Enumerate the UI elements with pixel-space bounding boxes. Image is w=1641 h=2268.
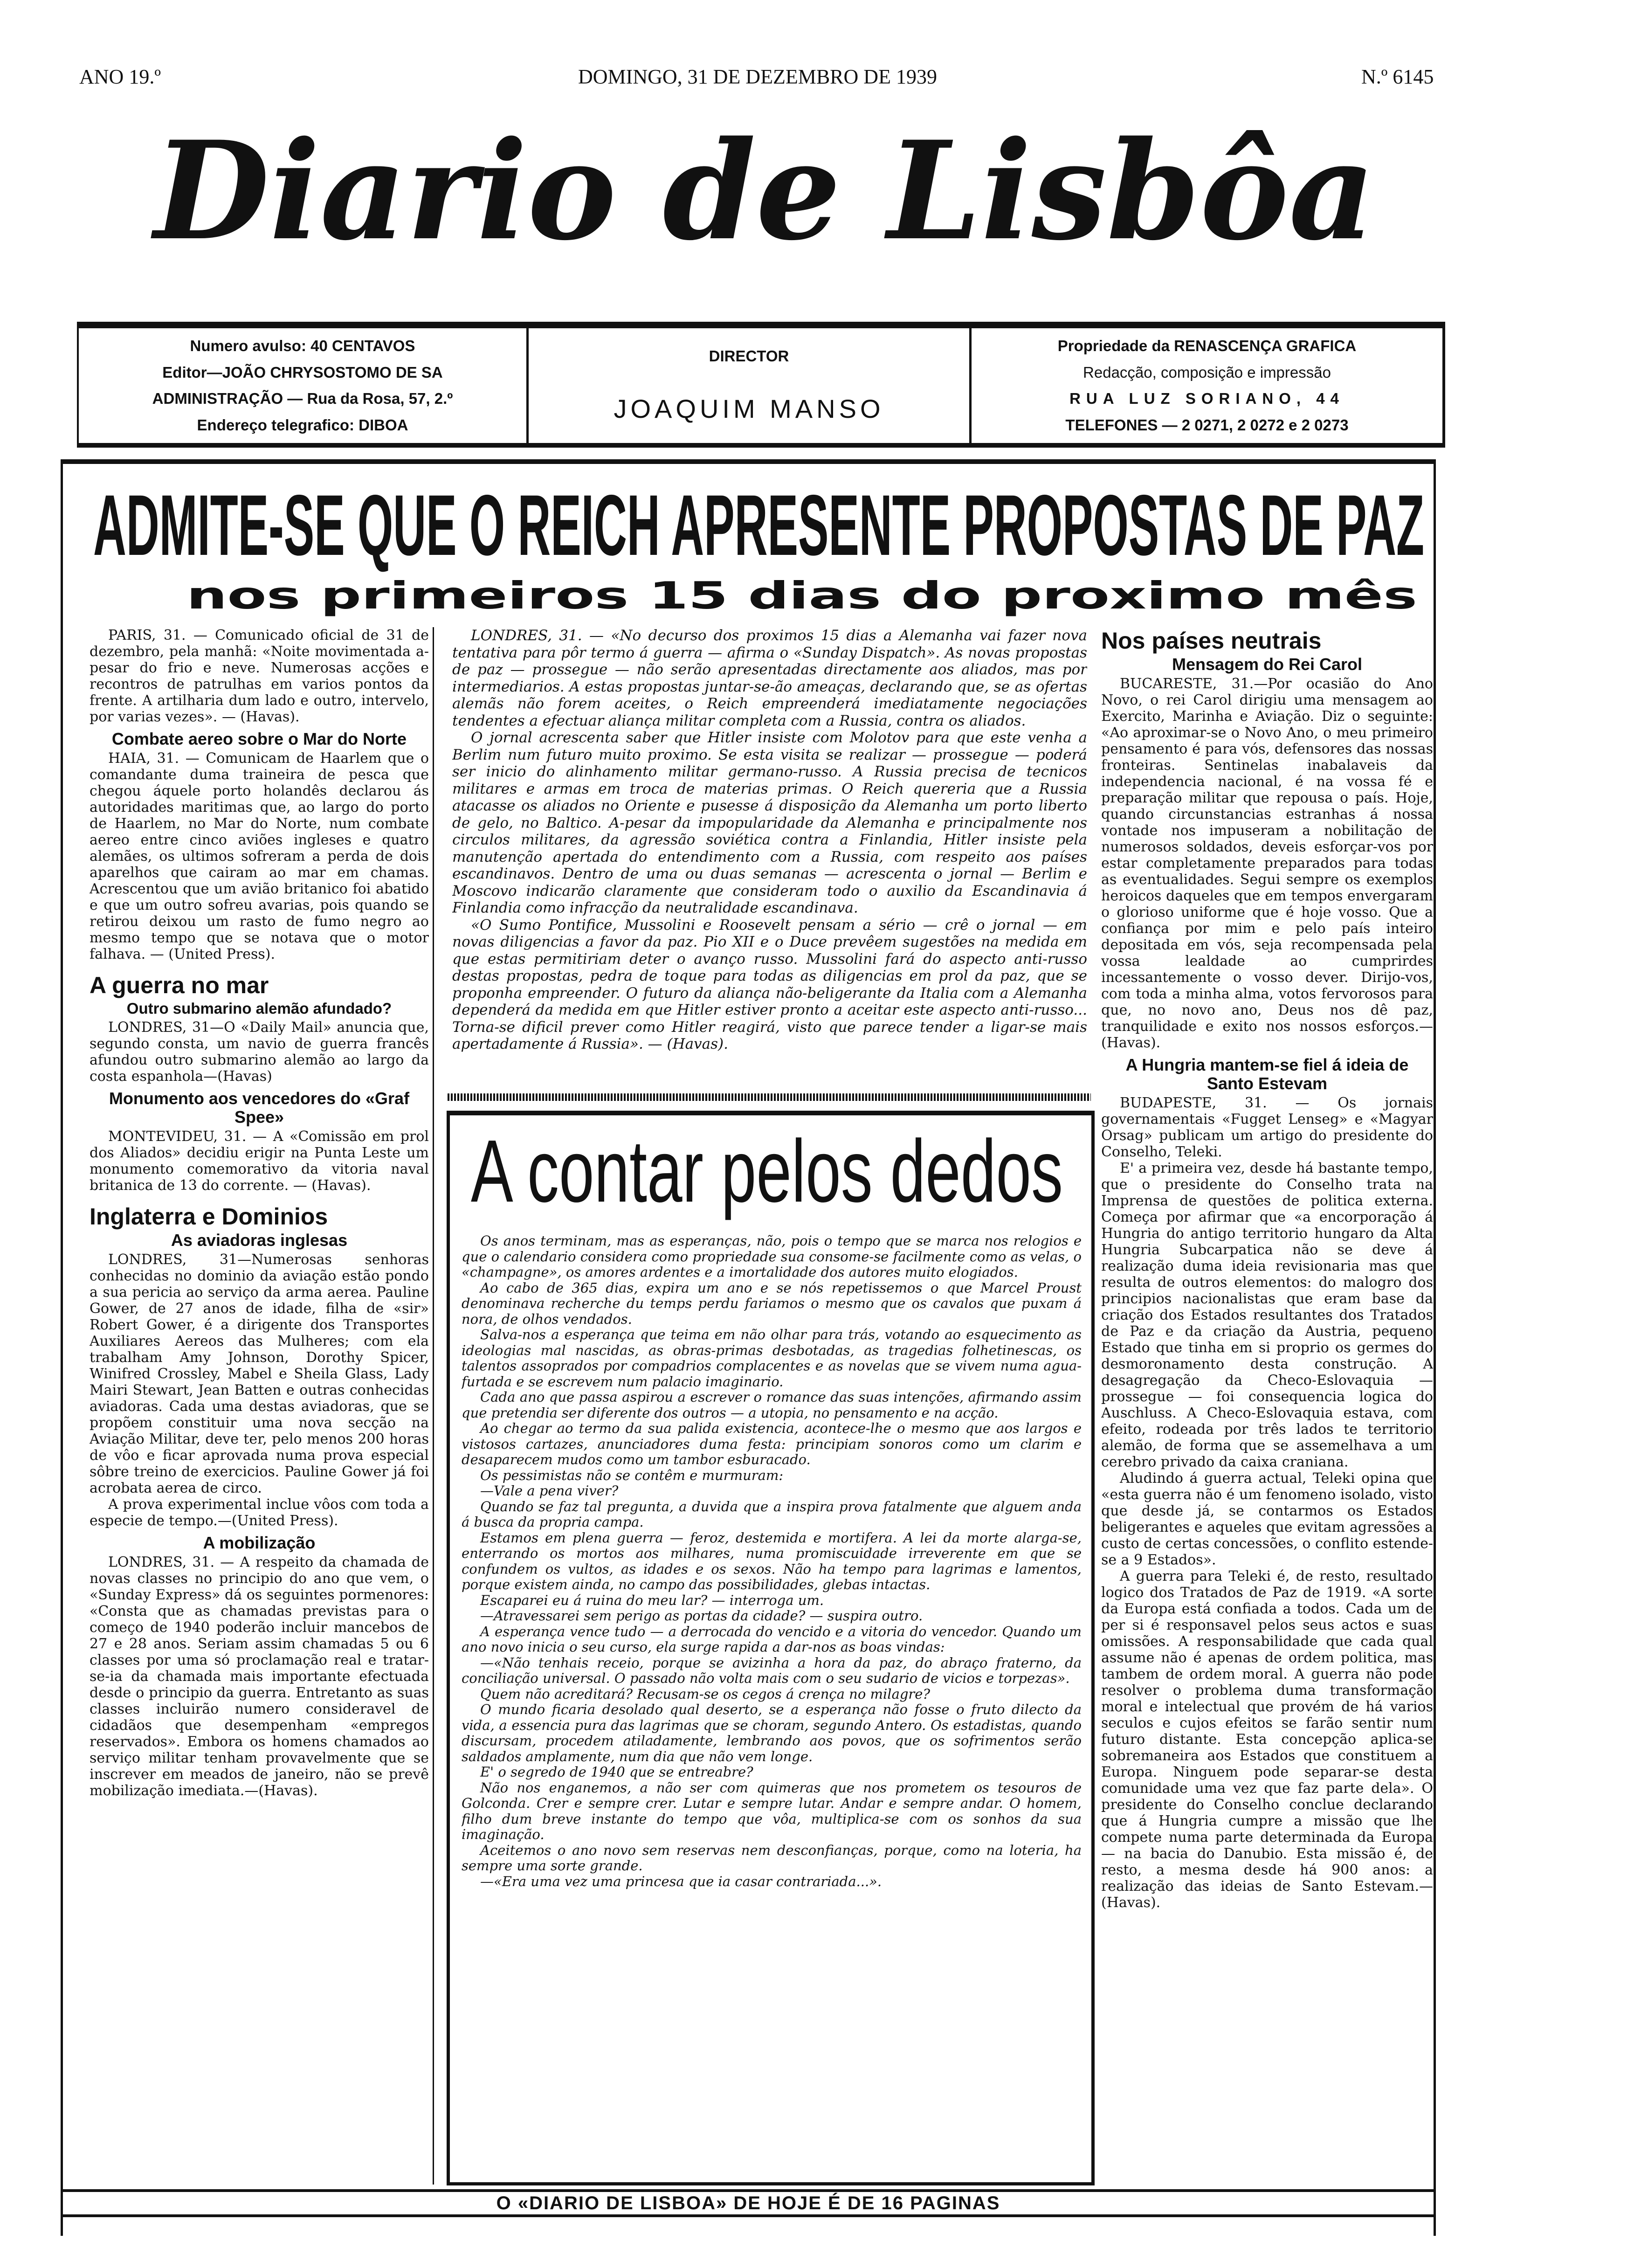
contar-paragraph: Estamos em plena guerra — feroz, destemida e mortifera. A lei da morte alarga-se, enterrando os mortos aos milhares, numa promiscuidade irreverente em que se confundem os vultos, as idades e os sexos. Não ha tempo para lagrimas e lamentos, porque existem ainda, no campo das possibilidades, glebas intactas. — [462, 1529, 1082, 1592]
article-hungria: Aludindo á guerra actual, Teleki opina que «esta guerra não é um fenomeno isolado, visto que desde já, se contarmos os Estados beligerantes e aqueles que evitam agressões a custo de certas concessões, o conflito estende-se a 9 Estados». — [1101, 1470, 1433, 1568]
left-column — [90, 627, 434, 2185]
subheading-aviadoras: As aviadoras inglesas — [171, 1231, 348, 1250]
article-submarino: LONDRES, 31—O «Daily Mail» anuncia que, segundo consta, um navio de guerra francês afundou outro submarino alemão ao largo da costa espanhola—(Havas) — [90, 1019, 429, 1085]
contar-paragraph: Aceitemos o ano novo sem reservas nem desconfianças, porque, como na loteria, ha sempre uma sorte grande. — [462, 1842, 1082, 1874]
contar-title: A contar pelos dedos — [471, 1122, 1063, 1221]
info-director — [529, 328, 972, 443]
contar-paragraph: —«Não tenhais receio, porque se avizinha a hora da paz, do abraço fraterno, da conciliação universal. O passado não volta mais com o seu sudario de vicios e torpezas». — [462, 1654, 1082, 1686]
heading-monumento: Monumento aos vencedores do «Graf Spee» — [109, 1089, 410, 1127]
info-right — [972, 328, 1442, 443]
contar-paragraph: Escaparei eu á ruina do meu lar? — interroga um. — [480, 1592, 824, 1608]
subheading-submarino: Outro submarino alemão afundado? — [126, 1000, 392, 1017]
heading-mobilizacao: A mobilização — [203, 1533, 316, 1552]
lead-subheadline-box — [186, 574, 1417, 617]
masthead-logo-box — [154, 112, 1375, 270]
info-left — [79, 328, 529, 443]
article-aviadoras-2: A prova experimental inclue vôos com toda a especie de tempo.—(United Press). — [90, 1496, 429, 1529]
footer-banner: O «DIARIO DE LISBOA» DE HOJE É DE 16 PAGINAS — [61, 2189, 1436, 2217]
year-label: ANO 19.º — [79, 65, 161, 88]
contar-title-box — [471, 1124, 1063, 1219]
price-line: Numero avulso: 40 CENTAVOS — [190, 337, 415, 355]
heading-hungria: A Hungria mantem-se fiel á ideia de Santo Estevam — [1125, 1055, 1409, 1093]
article-rei-carol: BUCARESTE, 31.—Por ocasião do Ano Novo, o rei Carol dirigiu uma mensagem ao Exercito, Marinha e Aviação. Diz o seguinte: «Ao aproximar-se o Novo Ano, o meu primeiro pensamento é para vós, defensores das nossas fronteiras. Sentinelas inabalaveis da independencia nacional, é na vossa fé e preparação militar que repousa o país. Hoje, quando circunstancias estranhas á nossa vontade nos impuseram a nobilitação de numerosos soldados, deveis esforçar-vos por estar completamente preparados para todas as eventualidades. Segui sempre os exemplos heroicos daqueles que em tempos envergaram o glorioso uniforme que é hoje vosso. Que a confiança por mim e pelo país inteiro depositada em vós, seja recompensada pela vossa lealdade ao cumprirdes incessantemente o vosso dever. Dirijo-vos, com toda a minha alma, votos fervorosos para que, no novo ano, Deus nos dê paz, tranquilidade e exito nos nossos esforços.—(Havas). — [1101, 676, 1433, 1051]
redaction-line: Redacção, composição e impressão — [1083, 363, 1331, 381]
contar-paragraph: Cada ano que passa aspirou a escrever o romance das suas intenções, afirmando assim que pretendia ser diferente dos outros — a utopia, no pensamento e na acção. — [462, 1389, 1082, 1421]
decorative-rule — [448, 1093, 1091, 1101]
contar-paragraph: Ao chegar ao termo da sua palida existencia, acontece-lhe o mesmo que aos largos e vistosos cartazes, anunciadores duma festa: principiam sonoros como um clarim e desaparecem mudos como um tambor esburacado. — [462, 1420, 1082, 1467]
masthead-logo: Diario de Lisbôa — [154, 112, 1375, 270]
contar-paragraph: Os pessimistas não se contêm e murmuram: — [480, 1467, 784, 1483]
lead-paragraph: O jornal acrescenta saber que Hitler insiste com Molotov para que este venha a Berlim num futuro muito proximo. Se esta visita se realizar — prossegue — poderá ser inicio do alinhamento militar germano-russo. A Russia precisa de tecnicos militares e armas em troca de materias primas. O Reich quereria que a Russia atacasse os aliados no Oriente e pusesse á disposição da Alemanha um porto liberto de gelo, no Baltico. A-pesar da impopularidade da Alemanha e principalmente nos circulos militares, da agressão soviética contra a Finlandia, Hitler insiste pela manutenção apertada do entendimento com a Russia, com respeito aos países escandinavos. Dentro de uma ou duas semanas — acrescenta o jornal — Berlim e Moscovo indicarão claramente que consideram todo o auxilio da Escandinavia á Finlandia como infracção da neutralidade escandinava. — [452, 729, 1087, 916]
telegraph-line: Endereço telegrafico: DIBOA — [197, 416, 408, 434]
right-column — [1101, 627, 1433, 2185]
contar-paragraph: —«Era uma vez uma princesa que ia casar contrariada...». — [480, 1873, 882, 1889]
phones-line: TELEFONES — 2 0271, 2 0272 e 2 0273 — [1065, 416, 1349, 434]
heading-neutrais: Nos países neutrais — [1101, 628, 1322, 654]
director-label: DIRECTOR — [709, 347, 789, 365]
contar-paragraph: A esperança vence tudo — a derrocada do vencido e a vitoria do vencedor. Quando um ano novo inicia o seu curso, ela surge rapida a dar-nos as boas vindas: — [462, 1623, 1082, 1655]
article-aviadoras: LONDRES, 31—Numerosas senhoras conhecidas no dominio da aviação estão pondo a sua pericia ao serviço da arma aerea. Pauline Gower, de 27 anos de idade, filha de «sir» Robert Gower, é a dirigente dos Transportes Auxiliares Aereos das Mulheres; com ela trabalham Amy Johnson, Dorothy Spicer, Winifred Crossley, Mabel e Sheila Glass, Lady Mairi Stewart, Jean Batten e outras conhecidas aviadoras. Cada uma destas aviadoras, que se propõem constituir uma nova secção na Aviação Militar, deve ter, pelo menos 200 horas de vôo e ficar aprovada numa prova especial sôbre treino de exercicios. Pauline Gower já foi acrobata aerea de circo. — [90, 1252, 429, 1496]
contar-paragraph: Quem não acreditará? Recusam-se os cegos á crença no milagre? — [480, 1686, 931, 1702]
director-name: JOAQUIM MANSO — [614, 394, 884, 423]
heading-combate: Combate aereo sobre o Mar do Norte — [111, 729, 407, 748]
lead-headline: ADMITE-SE QUE O REICH APRESENTE PROPOSTAS DE PAZ — [93, 477, 1424, 574]
lead-paragraph: «O Sumo Pontifice, Mussolini e Roosevelt pensam a sério — crê o jornal — em novas diligencias a favor da paz. Pio XII e o Duce prevêem sugestões na medida em que estas permitiriam deter o avanço russo. Mussolini fará do aspecto anti-russo destas propostas, pedra de toque para todas as diligencias em prol da paz, que se proponha empreender. O futuro da aliança não-beligerante da Italia com a Alemanha dependerá da medida em que Hitler estiver pronto a aceitar este aspecto anti-russo... Torna-se dificil prever como Hitler reagirá, visto que parece tender a ligar-se mais apertadamente á Russia». — (Havas). — [452, 916, 1087, 1052]
lead-paragraph: LONDRES, 31. — «No decurso dos proximos 15 dias a Alemanha vai fazer nova tentativa para pôr termo á guerra — afirma o «Sunday Dispatch». As novas propostas de paz — prossegue — não serão apresentadas directamente aos aliados, mas por intermediarios. A estas propostas juntar-se-ão ameaças, declarando que, se as ofertas alemãs não forem aceites, o Reich empreenderá imediatamente negociações tendentes a efectuar aliança militar completa com a Russia, contra os aliados. — [452, 627, 1087, 729]
contar-paragraph: O mundo ficaria desolado qual deserto, se a esperança não fosse o fruto dilecto da vida, a essencia pura das lagrimas que se choram, segundo Antero. Os estadistas, quando discursam, procedem atiladamente, lembrando aos povos, que os sofrimentos serão saldados amplamente, num dia que não vem longe. — [462, 1701, 1082, 1764]
contar-paragraph: Os anos terminam, mas as esperanças, não, pois o tempo que se marca nos relogios e que o calendario considera como propriedade sua consome-se facilmente como as velas, o «champagne», os amores ardentes e a imortalidade dos autores muito elogiados. — [462, 1233, 1082, 1280]
contar-article — [462, 1233, 1082, 2178]
article-hungria: E' a primeira vez, desde há bastante tempo, que o presidente do Conselho trata na Imprensa de questões de politica externa. Começa por afirmar que «a encorporação á Hungria do antigo territorio hungaro da Alta Hungria Subcarpatica não se deve á realização duma ideia revisionaria mas que resulta de outros elementos: do malogro dos principios nacionalistas que eram base da criação dos Estados resultantes dos Tratados de Paz e da criação da Austria, pequeno Estado que tinha em si proprio os germes do desmoronamento desta construção. A desagregação da Checo-Eslovaquia — prossegue — foi consequencia logica do Auschluss. A Checo-Eslovaquia estava, com efeito, rodeada por três lados te territorio alemão, de forma que se assemelhava a um cerebro privado da caixa craniana. — [1101, 1160, 1433, 1470]
article-combate: HAIA, 31. — Comunicam de Haarlem que o comandante duma traineira de pesca que chegou áquele porto holandês declarou ás autoridades maritimas que, ao largo do porto de Haarlem, no Mar do Norte, num combate aereo entre cinco aviões ingleses e quatro alemães, os ultimos sofreram a perda de dois aparelhos que cairam ao mar em chamas. Acrescentou que um avião britanico foi abatido e que um outro sofreu avarias, pois quando se retirou deixou um rasto de fumo negro ao mesmo tempo que se notava que o motor falhava. — (United Press). — [90, 750, 429, 962]
heading-guerra-no-mar: A guerra no mar — [90, 972, 269, 998]
info-box — [77, 322, 1445, 448]
contar-paragraph: E' o segredo de 1940 que se entreabre? — [480, 1764, 753, 1780]
lead-subheadline: nos primeiros 15 dias do proximo mês — [186, 574, 1417, 617]
article-monumento: MONTEVIDEU, 31. — A «Comissão em prol dos Aliados» decidiu erigir na Punta Leste um monumento comemorativo da vitoria naval britanica de 13 do corrente. — (Havas). — [90, 1128, 429, 1194]
article-paris: PARIS, 31. — Comunicado oficial de 31 de dezembro, pela manhã: «Noite movimentada a-pesar do frio e neve. Numerosas acções e recontros de patrulhas em varios pontos da frente. A artilharia dum lado e outro, intervelo, por varias vezes». — (Havas). — [90, 627, 429, 725]
issue-number: N.º 6145 — [1361, 65, 1434, 88]
contar-paragraph: —Atravessarei sem perigo as portas da cidade? — suspira outro. — [480, 1608, 923, 1624]
editor-line: Editor—JOÃO CHRYSOSTOMO DE SA — [162, 363, 443, 381]
lead-headline-box — [93, 477, 1424, 574]
lead-article — [452, 627, 1087, 1091]
article-hungria: A guerra para Teleki é, de resto, resultado logico dos Tratados de Paz de 1919. «A sorte da Europa está confiada a todos. Cada um de per si é responsavel pelos seus actos e suas omissões. A responsabilidade que cada qual assume não é apenas de ordem politica, mas tambem de ordem moral. A guerra não pode resolver o problema duma transformação moral e intelectual que provém de há varios seculos e cujos efeitos se farão sentir num futuro distante. Esta concepção aplica-se sobremaneira aos Estados que constituem a Europa. Ninguem pode separar-se desta comunidade uma vez que faz parte dela». O presidente do Conselho conclue declarando que á Hungria cumpre a missão que lhe compete numa parte determinada da Europa — na bacia do Danubio. Esta missão é, de resto, a mesma desde há 900 anos: a realização das ideias de Santo Estevam.—(Havas). — [1101, 1568, 1433, 1911]
article-hungria: BUDAPESTE, 31. — Os jornais governamentais «Fugget Lenseg» e «Magyar Orsag» publicam um artigo do presidente do Conselho, Teleki. — [1101, 1095, 1433, 1160]
subheading-rei-carol: Mensagem do Rei Carol — [1172, 655, 1363, 674]
article-mobilizacao: LONDRES, 31. — A respeito da chamada de novas classes no principio do ano que vem, o «Sunday Express» dá os seguintes pormenores: «Consta que as chamadas previstas para o começo de 1940 poderão incluir mancebos de 27 e 28 anos. Seriam assim chamadas 5 ou 6 classes por uma só proclamação real e tratar-se-ia da chamada mais importante efectuada desde o principio da guerra. Entretanto as suas classes incluirão numero consideravel de cidadãos que desempenham «empregos reservados». Embora os homens chamados ao serviço militar tenham provavelmente que se inscrever em meados de janeiro, não se prevê mobilização imediata.—(Havas). — [90, 1554, 429, 1799]
address-line: RUA LUZ SORIANO, 44 — [1069, 390, 1345, 408]
owner-line: Propriedade da RENASCENÇA GRAFICA — [1057, 337, 1357, 355]
administration-line: ADMINISTRAÇÃO — Rua da Rosa, 57, 2.º — [152, 390, 453, 408]
contar-paragraph: Quando se faz tal pregunta, a duvida que a inspira prova fatalmente que alguem anda á busca da propria campa. — [462, 1498, 1082, 1530]
contar-paragraph: —Vale a pena viver? — [480, 1483, 619, 1499]
heading-inglaterra: Inglaterra e Dominios — [90, 1203, 328, 1230]
issue-date: DOMINGO, 31 DE DEZEMBRO DE 1939 — [578, 65, 937, 88]
contar-paragraph: Ao cabo de 365 dias, expira um ano e se nós repetissemos o que Marcel Proust denominava recherche du temps perdu fariamos o mesmo que os cavalos que puxam á nora, de olhos vendados. — [462, 1279, 1082, 1327]
contar-paragraph: Não nos enganemos, a não ser com quimeras que nos prometem os tesouros de Golconda. Crer e sempre crer. Lutar e sempre lutar. Andar e sempre andar. O homem, filho dum breve instante do tempo que vôa, multiplica-se com os sonhos da sua imaginação. — [462, 1779, 1082, 1842]
contar-paragraph: Salva-nos a esperança que teima em não olhar para trás, votando ao esquecimento as ideologias mal nascidas, as obras-primas desbotadas, as tragedias folhetinescas, os talentos assoprados por compadrios complacentes e as novelas que se vivem numa agua-furtada e se escrevem num palacio imaginario. — [462, 1327, 1082, 1390]
